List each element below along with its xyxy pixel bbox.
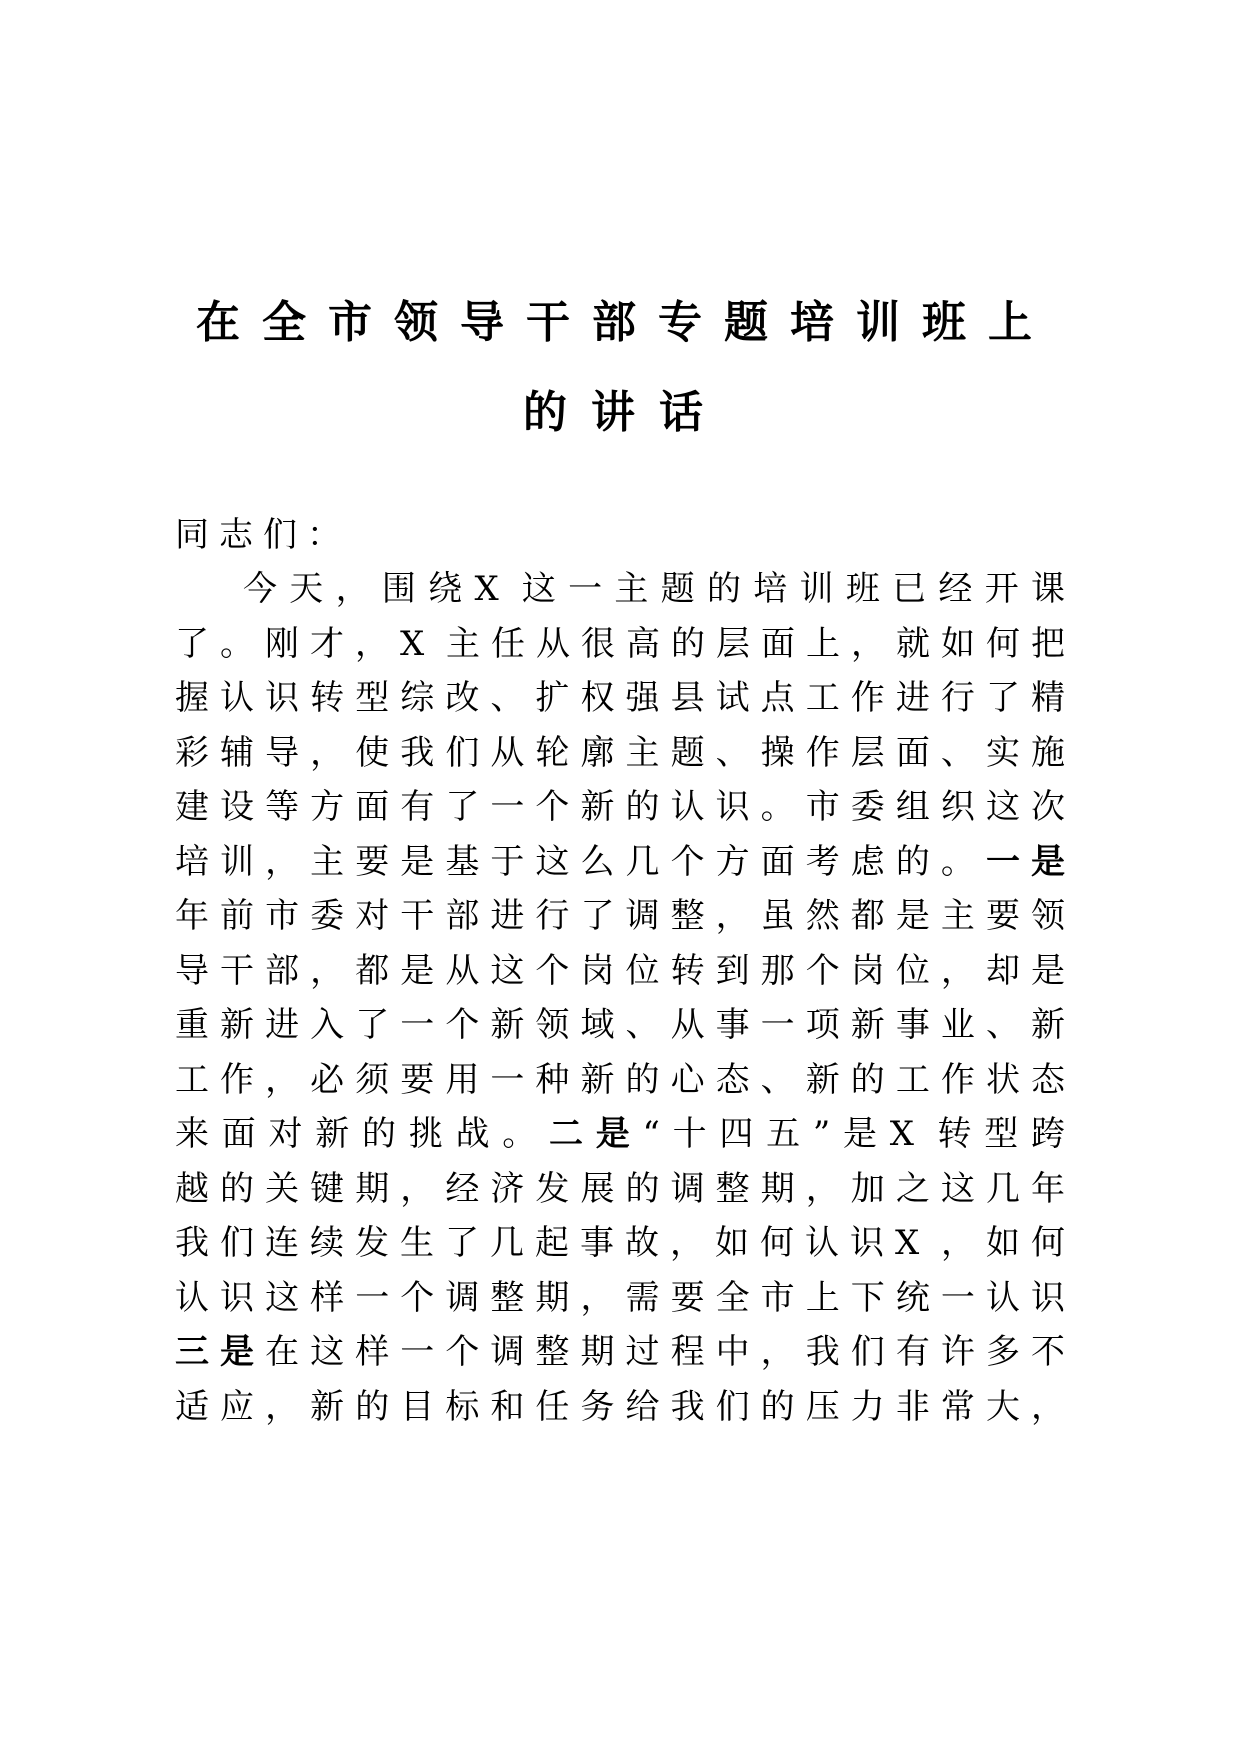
text-run: 我们连续发生了几起事故，如何认识X ，如何: [175, 1223, 1065, 1263]
bold-marker: 二是: [549, 1114, 643, 1154]
text-run: 了。刚才，X 主任从很高的层面上，就如何把: [175, 623, 1065, 664]
text-run: 越的关键期，经济发展的调整期，加之这几年: [175, 1168, 1065, 1209]
text-run: 握认识转型综改、扩权强县试点工作进行了精: [175, 678, 1065, 718]
paragraph-line: [175, 1377, 1065, 1437]
paragraph-line: [175, 1104, 1065, 1164]
paragraph-line: [175, 1050, 1065, 1110]
paragraph-line: [175, 1268, 1065, 1328]
paragraph-line: [175, 1322, 1065, 1382]
text-run: 建设等方面有了一个新的认识。市委组织这次: [175, 787, 1065, 827]
paragraph-line: [175, 723, 1065, 783]
paragraph-line: [175, 995, 1065, 1055]
bold-marker: 三是: [175, 1332, 266, 1372]
document-title-line-1: 在全市领导干部专题培训班上: [196, 297, 1054, 348]
text-run: 导干部，都是从这个岗位转到那个岗位，却是: [175, 950, 1065, 991]
paragraph-line: [175, 1213, 1065, 1273]
paragraph-line: [175, 614, 1065, 674]
text-run: 今天，围绕X 这一主题的培训班已经开课: [243, 569, 1065, 609]
text-run: 来面对新的挑战。: [175, 1114, 549, 1154]
bold-marker: 一是: [985, 841, 1066, 882]
text-run: 彩辅导，使我们从轮廓主题、操作层面、实施: [175, 732, 1065, 773]
paragraph-line: [243, 559, 1065, 619]
text-run: 培训，主要是基于这么几个方面考虑的。: [175, 841, 986, 882]
text-run: 重新进入了一个新领域、从事一项新事业、新: [175, 1005, 1065, 1045]
paragraph-line: [175, 668, 1065, 728]
paragraph-line: [175, 1159, 1065, 1219]
text-run: 工作，必须要用一种新的心态、新的工作状态: [175, 1059, 1065, 1100]
salutation: 同志们：: [175, 515, 351, 555]
text-run: 认识这样一个调整期，需要全市上下统一认识: [175, 1277, 1065, 1318]
text-run: 在这样一个调整期过程中，我们有许多不: [265, 1332, 1066, 1372]
paragraph-line: [175, 832, 1065, 892]
text-run: 适应，新的目标和任务给我们的压力非常大，: [175, 1386, 1065, 1427]
text-run: 年前市委对干部进行了调整，虽然都是主要领: [175, 896, 1065, 936]
text-run: “十四五”是X 转型跨: [642, 1114, 1066, 1154]
paragraph-line: [175, 886, 1065, 946]
document-title-line-2: 的讲话: [523, 387, 727, 438]
paragraph-line: [175, 777, 1065, 837]
paragraph-line: [175, 941, 1065, 1001]
